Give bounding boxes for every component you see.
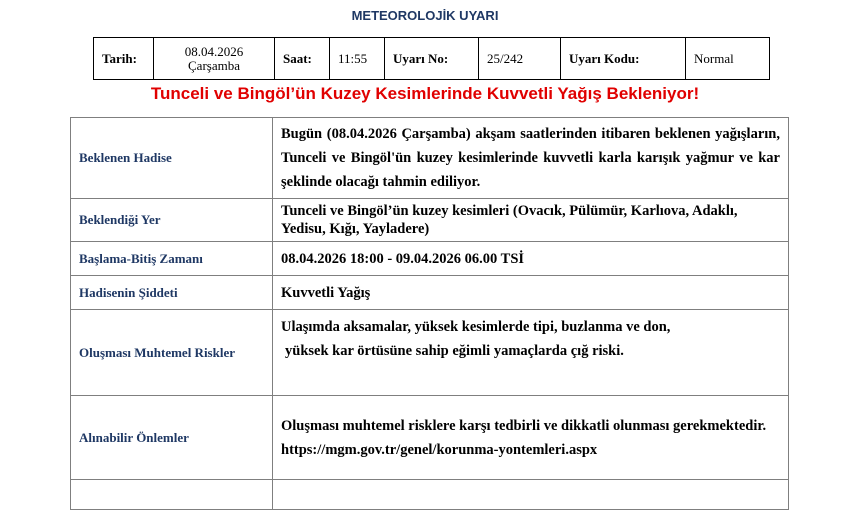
risks-value: [273, 310, 789, 396]
measures-value: [273, 396, 789, 480]
event-value: Bugün (08.04.2026 Çarşamba) akşam saatlerinden itibaren beklenen yağışların, Tunceli ve Bingöl'ün kuzey kesimlerinde kuvvetli karla karışık yağmur ve kar şeklinde olacağı tahmin ediliyor.: [273, 118, 789, 199]
day-text: Çarşamba: [188, 57, 240, 73]
measures-link[interactable]: https://mgm.gov.tr/genel/korunma-yontemleri.aspx: [281, 441, 598, 458]
time-label: Saat:: [275, 38, 330, 80]
severity-label: Hadisenin Şiddeti: [71, 276, 273, 310]
warning-code-value: Normal: [686, 38, 770, 80]
severity-value: Kuvvetli Yağış: [273, 276, 789, 310]
time-range-value: 08.04.2026 18:00 - 09.04.2026 06.00 TSİ: [273, 242, 789, 276]
place-label: Beklendiği Yer: [71, 199, 273, 242]
risks-line-1: Ulaşımda aksamalar, yüksek kesimlerde tipi, buzlanma ve don,: [281, 319, 671, 335]
warning-no-label: Uyarı No:: [385, 38, 479, 80]
date-text: 08.04.2026: [184, 43, 244, 59]
warning-headline: Tunceli ve Bingöl’ün Kuzey Kesimlerinde Kuvvetli Yağış Bekleniyor!: [150, 84, 700, 103]
warning-details-table: [70, 117, 789, 510]
warning-meta-table: [93, 37, 770, 80]
date-label: Tarih:: [94, 38, 154, 80]
row-risks: [71, 310, 789, 396]
document-title: METEOROLOJİK UYARI: [351, 8, 499, 23]
time-range-label: Başlama-Bitiş Zamanı: [71, 242, 273, 276]
extra-label-cell: [71, 480, 273, 510]
measures-label: Alınabilir Önlemler: [71, 396, 273, 480]
row-severity: [71, 276, 789, 310]
place-value: Tunceli ve Bingöl’ün kuzey kesimleri (Ovacık, Pülümür, Karlıova, Adaklı, Yedisu, Kığı, Yayladere): [273, 199, 789, 242]
row-time: [71, 242, 789, 276]
risks-label: Oluşması Muhtemel Riskler: [71, 310, 273, 396]
risks-line-2: yüksek kar örtüsüne sahip eğimli yamaçlarda çığ riski.: [285, 343, 624, 359]
date-value: [154, 38, 275, 80]
time-value: 11:55: [330, 38, 385, 80]
row-extra: [71, 480, 789, 510]
row-event: [71, 118, 789, 199]
meta-row: [94, 38, 770, 80]
measures-text: Oluşması muhtemel risklere karşı tedbirli ve dikkatli olunması gerekmektedir.: [281, 417, 767, 434]
event-label: Beklenen Hadise: [71, 118, 273, 199]
row-measures: [71, 396, 789, 480]
warning-no-value: 25/242: [479, 38, 561, 80]
warning-code-label: Uyarı Kodu:: [561, 38, 686, 80]
row-place: [71, 199, 789, 242]
extra-value-cell: [273, 480, 789, 510]
